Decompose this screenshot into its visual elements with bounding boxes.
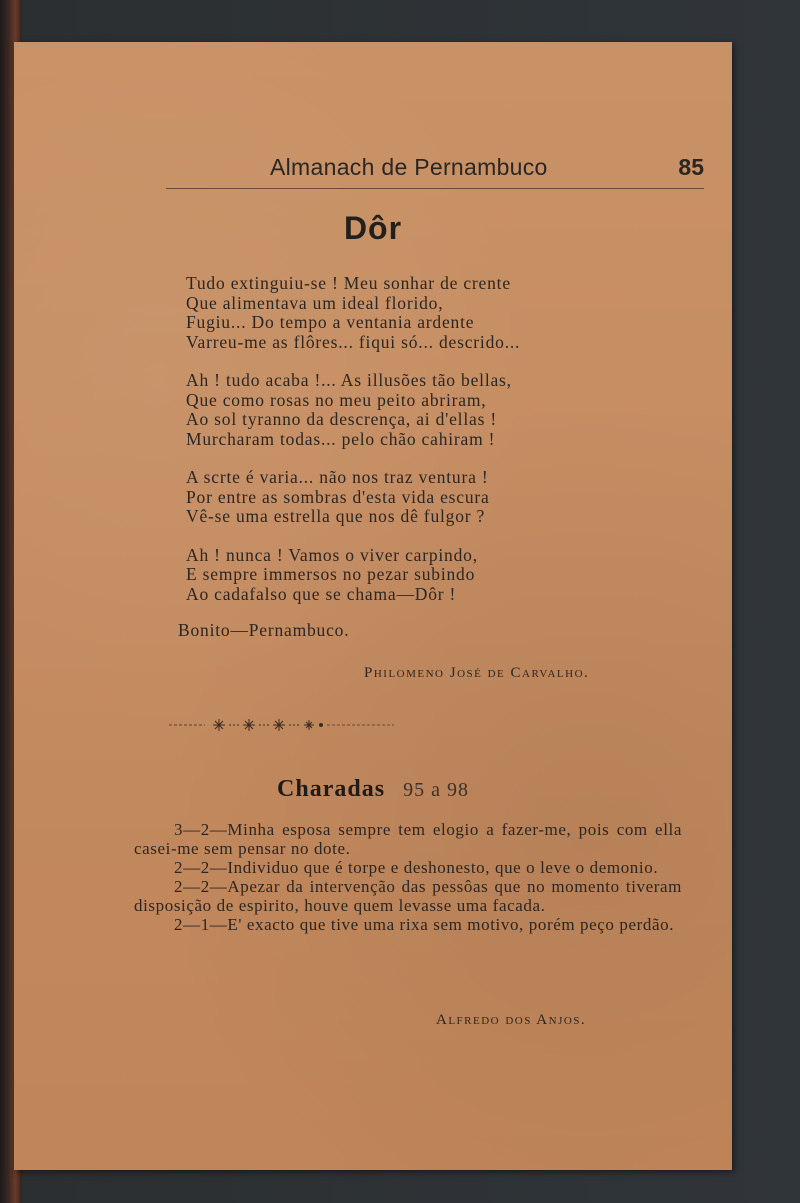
poem-line: Ah ! tudo acaba !... As illusões tão bellas, xyxy=(186,370,512,390)
poem-stanza xyxy=(186,274,636,352)
poem-line: Fugiu... Do tempo a ventania ardente xyxy=(186,312,475,332)
poem-author: Philomeno José de Carvalho. xyxy=(364,665,590,681)
charada-item: 3—2—Minha esposa sempre tem elogio a fazer-me, pois com ella casei-me sem pensar no dote. xyxy=(134,820,682,858)
charada-item: 2—1—E' exacto que tive uma rixa sem motivo, porém peço perdão. xyxy=(174,915,675,934)
poem-stanza xyxy=(186,546,636,605)
poem-line: Varreu-me as flôres... fiqui só... descrido... xyxy=(186,331,521,352)
page-number: 85 xyxy=(678,154,704,180)
poem-title: Dôr xyxy=(343,210,403,246)
poem-stanza xyxy=(186,371,636,449)
charadas-list xyxy=(134,820,682,934)
poem-line: Ah ! nunca ! Vamos o viver carpindo, xyxy=(186,544,478,565)
poem-line: Por entre as sombras d'esta vida escura xyxy=(186,486,490,507)
poem-line: Que alimentava um ideal florido, xyxy=(186,292,444,313)
ornament-divider xyxy=(169,714,399,736)
book-page xyxy=(14,42,732,1170)
poem-stanza xyxy=(186,468,636,527)
poem-line: Vê-se uma estrella que nos dê fulgor ? xyxy=(186,506,486,526)
poem-body xyxy=(186,274,636,623)
poem-line: Ao cadafalso que se chama—Dôr ! xyxy=(186,583,457,604)
poem-place: Bonito—Pernambuco. xyxy=(178,620,350,640)
running-head xyxy=(166,154,704,189)
charadas-title: Charadas xyxy=(277,776,386,802)
poem-line: Murcharam todas... pelo chão cahiram ! xyxy=(186,428,496,449)
running-title: Almanach de Pernambuco xyxy=(270,154,548,180)
charada-item: 2—2—Individuo que é torpe e deshonesto, que o leve o demonio. xyxy=(174,858,659,877)
poem-line: Ao sol tyranno da descrença, ai d'ellas ! xyxy=(186,409,497,429)
charada-item: 2—2—Apezar da intervenção das pessôas que no momento tiveram disposição de espirito, houve quem levasse uma facada. xyxy=(134,877,682,915)
poem-line: E sempre immersos no pezar subindo xyxy=(186,564,476,584)
poem-line: Tudo extinguiu-se ! Meu sonhar de crente xyxy=(186,273,511,293)
poem-line: A scrte é varia... não nos traz ventura ! xyxy=(186,467,489,487)
charadas-heading xyxy=(14,776,732,803)
poem-line: Que como rosas no meu peito abriram, xyxy=(186,389,487,410)
charadas-range: 95 a 98 xyxy=(403,779,469,801)
charadas-author: Alfredo dos Anjos. xyxy=(436,1012,587,1028)
